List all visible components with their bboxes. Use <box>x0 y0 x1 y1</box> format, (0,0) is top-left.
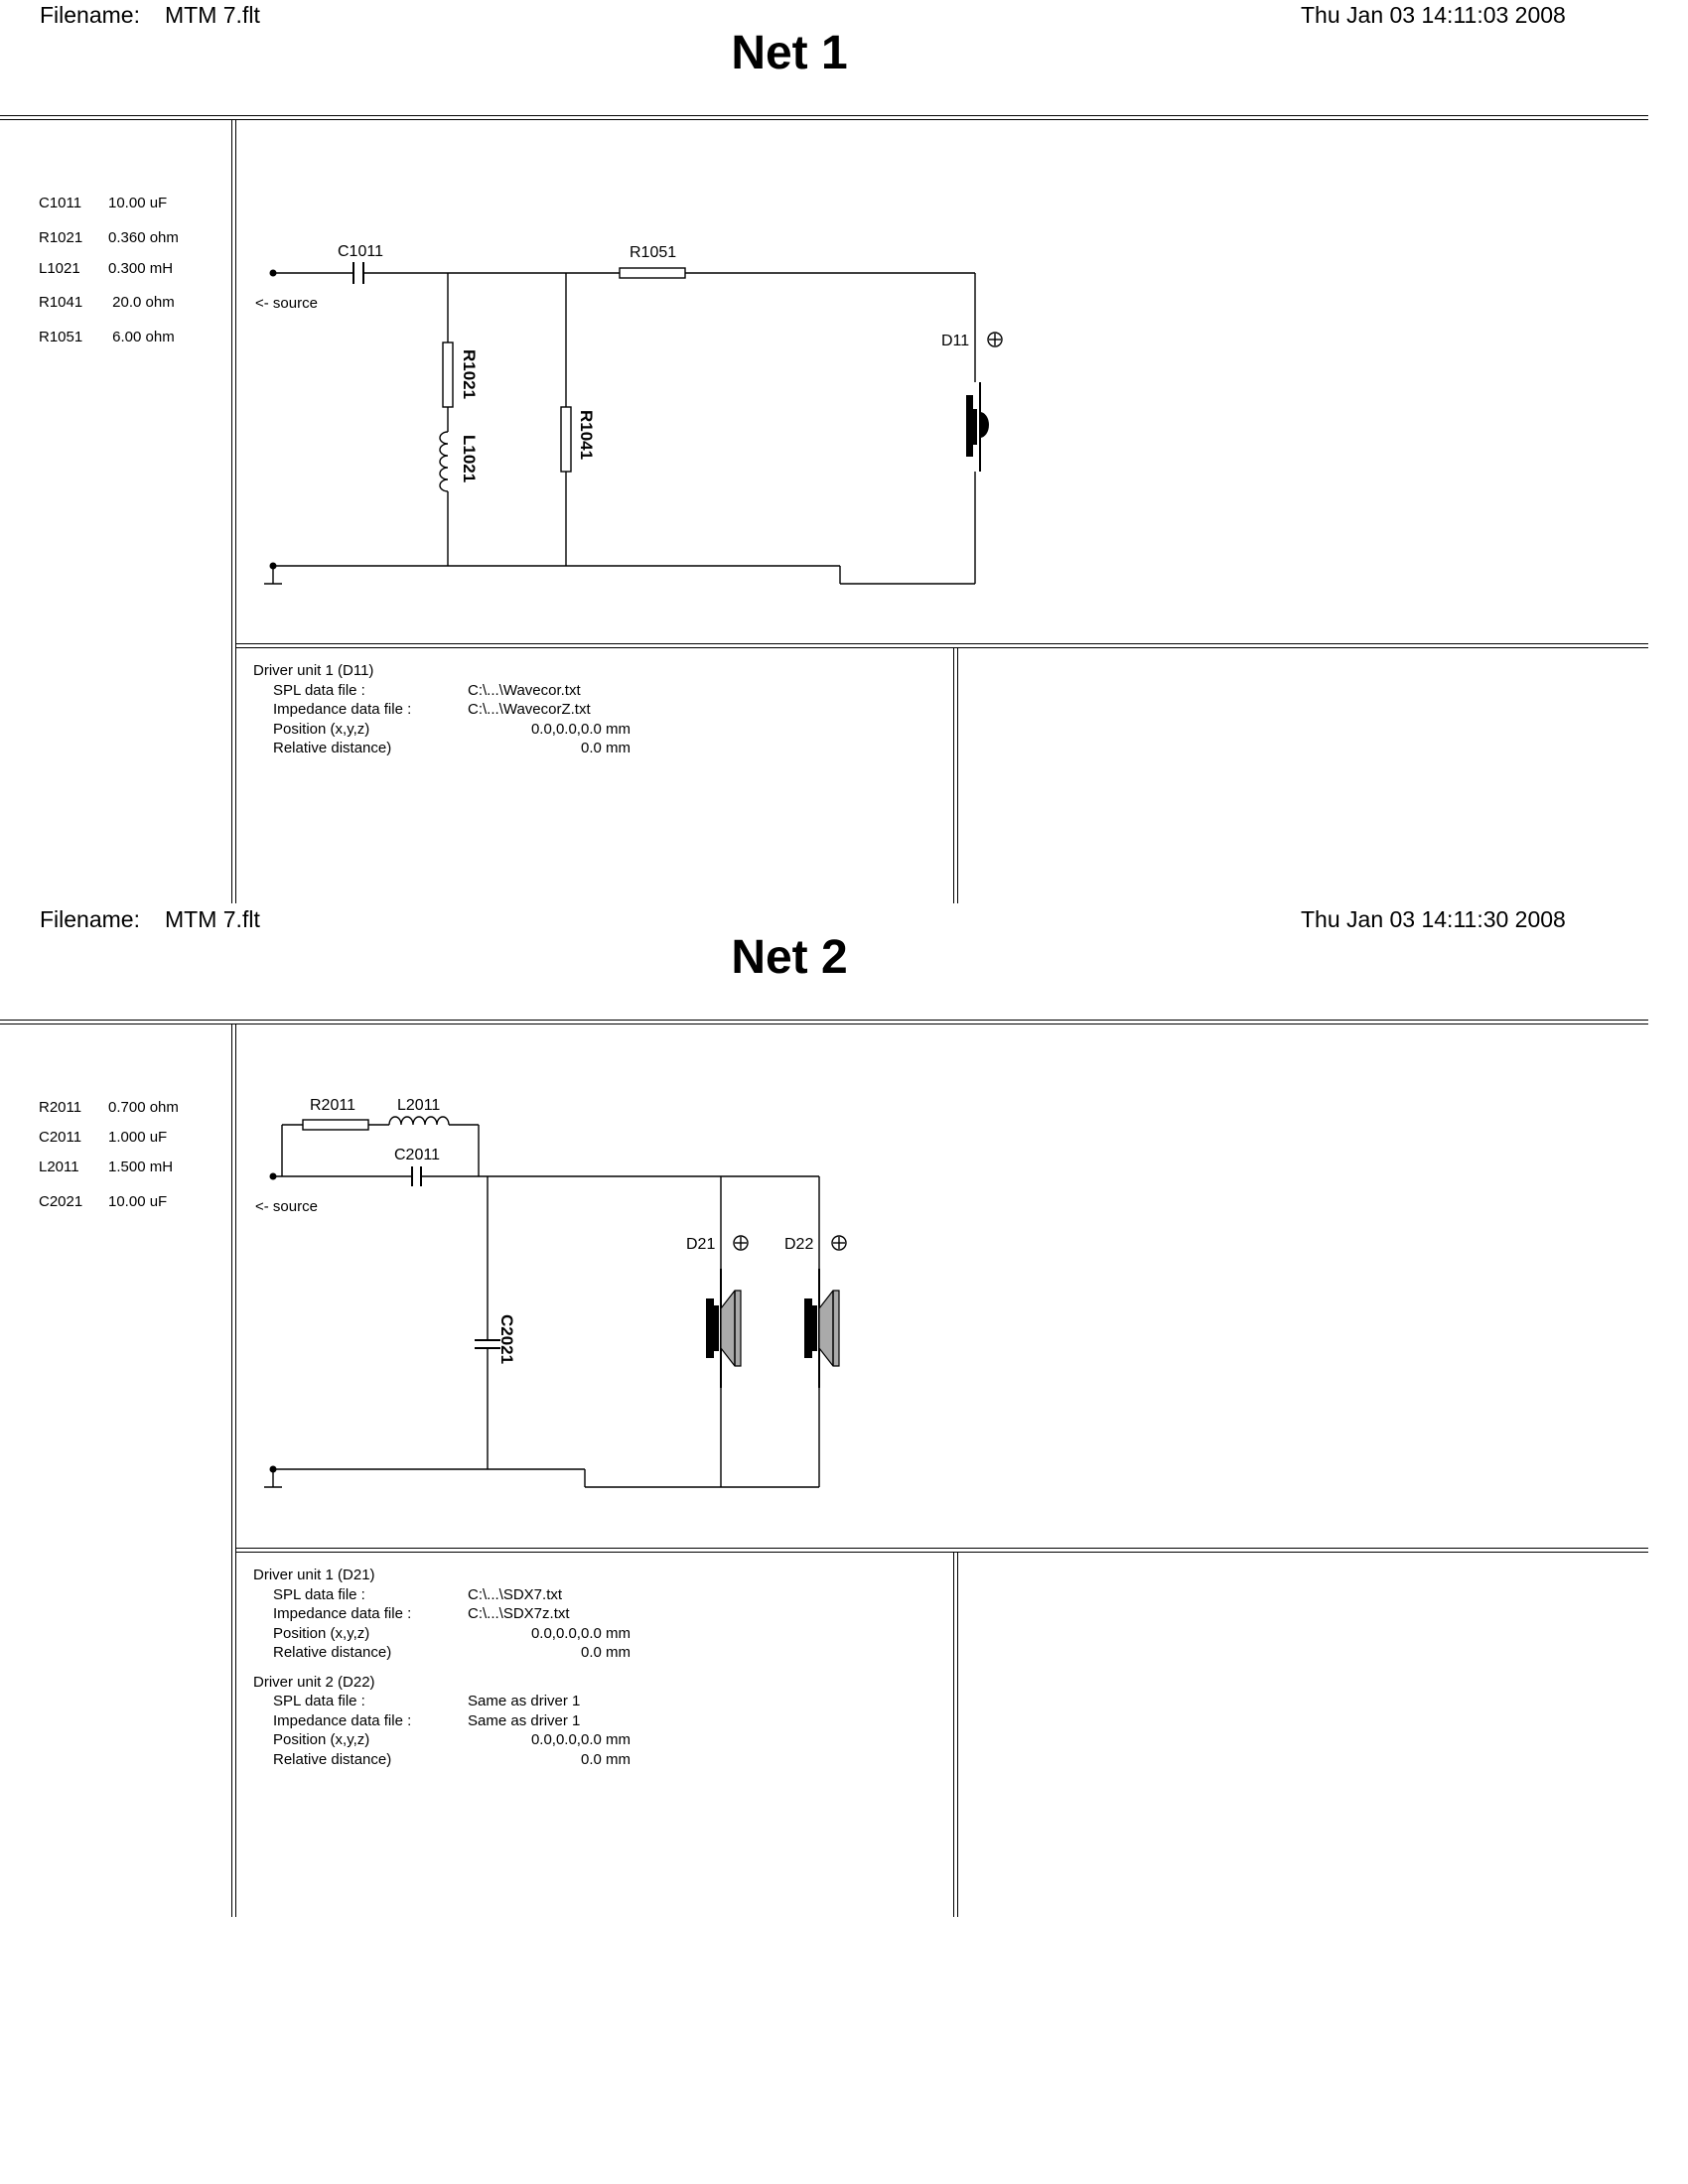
position-value: 0.0,0.0,0.0 mm <box>530 720 631 738</box>
resistor-r1041 <box>561 407 571 472</box>
tweeter-d11-icon <box>966 382 989 472</box>
distance-label: Relative distance) <box>273 1644 392 1661</box>
timestamp: Thu Jan 03 14:11:03 2008 <box>1301 2 1566 28</box>
component-value: 1.500 mH <box>108 1159 174 1175</box>
resistor-r1051 <box>620 268 685 278</box>
component-name: R1041 <box>39 294 83 311</box>
label-c2011: C2011 <box>394 1147 440 1163</box>
timestamp: Thu Jan 03 14:11:30 2008 <box>1301 906 1566 932</box>
spl-value: C:\...\SDX7.txt <box>468 1585 563 1603</box>
source-terminal <box>270 270 277 277</box>
distance-value: 0.0 mm <box>580 1644 631 1661</box>
spl-value: Same as driver 1 <box>468 1693 581 1709</box>
component-name: R2011 <box>39 1099 82 1116</box>
page-title: Net 2 <box>731 931 848 984</box>
distance-label: Relative distance) <box>273 1750 392 1768</box>
component-name: R1021 <box>39 229 83 246</box>
resistor-r2011 <box>303 1120 368 1130</box>
divider <box>957 1552 958 1917</box>
filename-value: MTM 7.flt <box>165 2 260 28</box>
component-value: 10.00 uF <box>108 195 168 211</box>
component-value: 6.00 ohm <box>108 329 175 345</box>
impedance-value: C:\...\WavecorZ.txt <box>468 701 591 718</box>
label-d11: D11 <box>941 333 970 349</box>
label-l2011: L2011 <box>397 1097 441 1114</box>
position-value: 0.0,0.0,0.0 mm <box>530 1731 631 1748</box>
ground-terminal <box>270 563 277 570</box>
spl-label: SPL data file : <box>273 681 365 699</box>
component-name: L2011 <box>39 1159 79 1175</box>
inductor-l2011 <box>389 1117 449 1125</box>
woofer-d22-icon <box>804 1269 839 1388</box>
spl-label: SPL data file : <box>273 1693 365 1709</box>
position-label: Position (x,y,z) <box>273 1624 370 1642</box>
component-value: 0.360 ohm <box>108 229 179 246</box>
ground-terminal <box>270 1466 277 1473</box>
label-r1051: R1051 <box>630 244 677 261</box>
distance-value: 0.0 mm <box>580 740 631 756</box>
component-name: R1051 <box>39 329 83 345</box>
spl-value: C:\...\Wavecor.txt <box>468 681 581 699</box>
schematic-net1 <box>0 0 1688 695</box>
source-terminal <box>270 1173 277 1180</box>
component-value: 0.700 ohm <box>108 1099 179 1116</box>
label-r1021: R1021 <box>460 349 479 400</box>
position-label: Position (x,y,z) <box>273 720 370 738</box>
component-value: 20.0 ohm <box>108 294 175 311</box>
impedance-value: C:\...\SDX7z.txt <box>468 1605 570 1622</box>
distance-value: 0.0 mm <box>580 1750 631 1768</box>
source-label: <- source <box>255 295 318 312</box>
position-value: 0.0,0.0,0.0 mm <box>530 1624 631 1642</box>
impedance-value: Same as driver 1 <box>468 1711 581 1729</box>
impedance-label: Impedance data file : <box>273 701 412 718</box>
label-r1041: R1041 <box>577 410 596 461</box>
impedance-label: Impedance data file : <box>273 1711 412 1729</box>
position-label: Position (x,y,z) <box>273 1731 370 1748</box>
source-label: <- source <box>255 1198 318 1215</box>
spl-label: SPL data file : <box>273 1585 365 1603</box>
component-value: 1.000 uF <box>108 1129 168 1146</box>
component-name: L1021 <box>39 260 80 277</box>
impedance-label: Impedance data file : <box>273 1605 412 1622</box>
label-c2021: C2021 <box>497 1314 516 1365</box>
schematic-net2 <box>0 993 1688 1588</box>
component-value: 0.300 mH <box>108 260 174 277</box>
distance-label: Relative distance) <box>273 740 392 756</box>
label-r2011: R2011 <box>310 1097 355 1114</box>
component-value: 10.00 uF <box>108 1193 168 1210</box>
filename-label: Filename: <box>40 2 140 28</box>
component-name: C2021 <box>39 1193 83 1210</box>
label-d21: D21 <box>686 1236 716 1253</box>
filename-value: MTM 7.flt <box>165 906 260 932</box>
woofer-d21-icon <box>706 1269 741 1388</box>
component-name: C2011 <box>39 1129 82 1146</box>
inductor-l1021 <box>440 432 448 491</box>
label-l1021: L1021 <box>460 435 479 483</box>
divider <box>953 1552 954 1917</box>
filename-label: Filename: <box>40 906 140 932</box>
label-d22: D22 <box>784 1236 814 1253</box>
resistor-r1021 <box>443 342 453 407</box>
page-title: Net 1 <box>731 27 848 79</box>
component-name: C1011 <box>39 195 82 211</box>
label-c1011: C1011 <box>338 243 383 260</box>
